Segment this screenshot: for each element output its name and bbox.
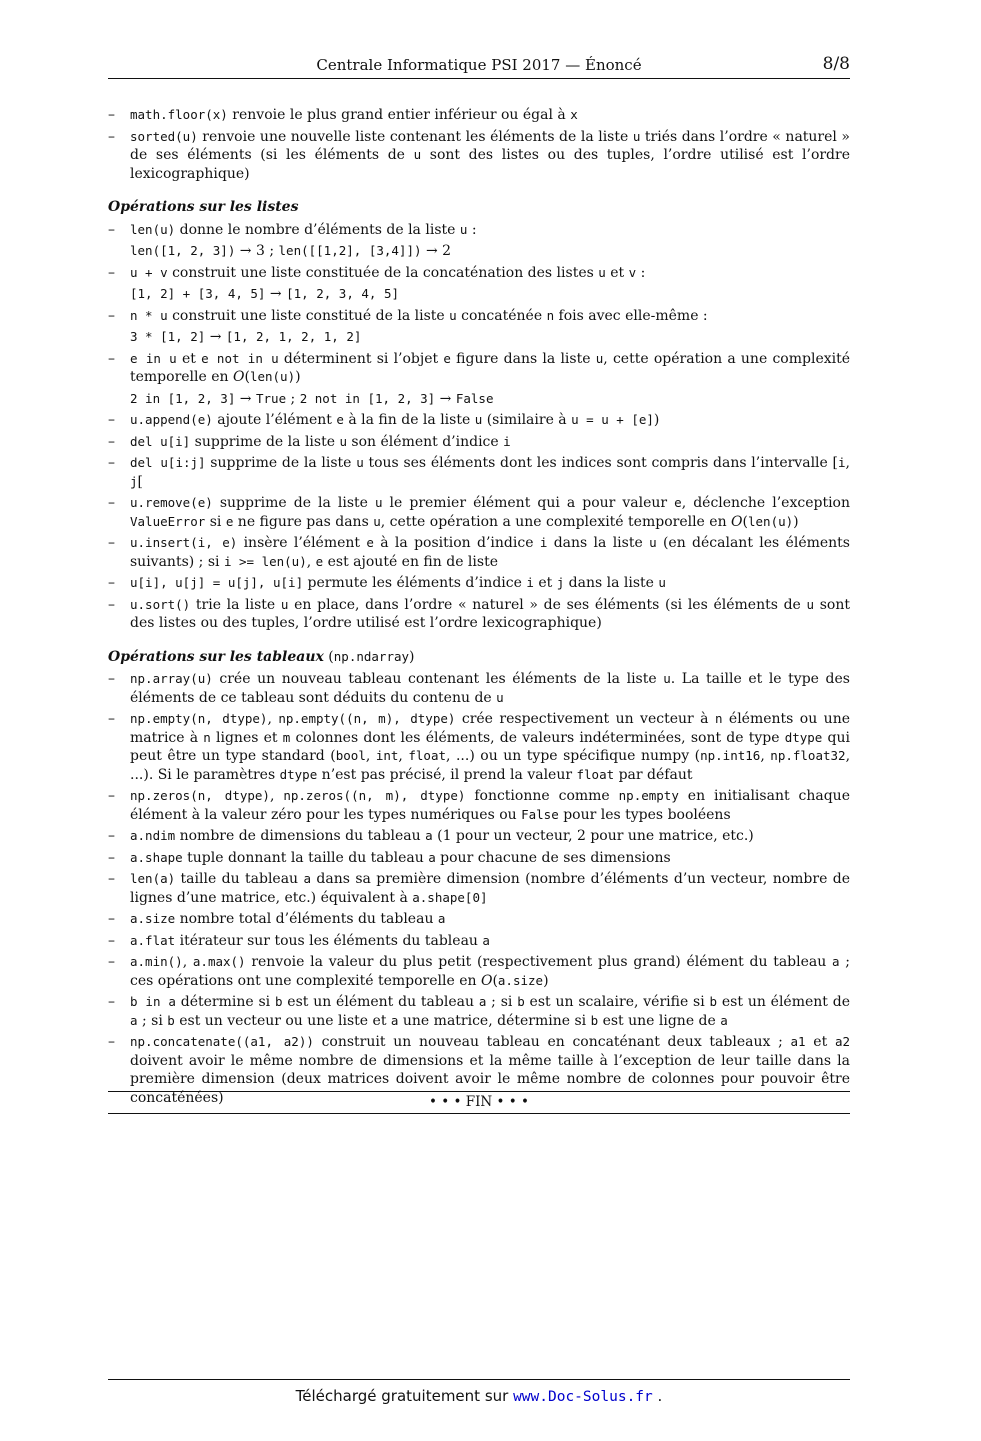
item-text: renvoie le plus grand entier inférieur ou égal à [227, 107, 571, 123]
list-item: – a.size nombre total d’éléments du tableau a [108, 910, 850, 929]
section-heading-text: Opérations sur les listes [108, 199, 299, 215]
section-heading [108, 648, 850, 667]
list-item [108, 106, 850, 125]
list-item: – u[i], u[j] = u[j], u[i] permute les éléments d’indice i et j dans la liste u [108, 574, 850, 593]
list-item: – a.ndim nombre de dimensions du tableau a (1 pour un vecteur, 2 pour une matrice, etc.) [108, 827, 850, 846]
list-item: – e in u et e not in u déterminent si l’objet e figure dans la liste u, cette opération a une complexité temporelle en O(len(u)) [108, 350, 850, 387]
list-item: – u.remove(e) supprime de la liste u le premier élément qui a pour valeur e, déclenche l’exception ValueError si e ne figure pas dans u, cette opération a une complexité temporelle en O(len(u)) [108, 494, 850, 531]
list-item: – a.flat itérateur sur tous les éléments du tableau a [108, 932, 850, 951]
list-item: – np.empty(n, dtype), np.empty((n, m), dtype) crée respectivement un vecteur à n éléments ou une matrice à n lignes et m colonnes dont les éléments, de valeurs indéterminées, sont de type dtype qui peut être un type standard (bool, int, float, ...) ou un type spécifique numpy (np.int16, np.float32, ...). Si le paramètres dtype n’est pas précisé, il prend la valeur float par défaut [108, 710, 850, 784]
section-heading-extra: (np.ndarray) [323, 648, 415, 665]
list-item: – len(a) taille du tableau a dans sa première dimension (nombre d’éléments d’un vecteur, nombre de lignes d’une matrice, etc.) équivalent à a.shape[0] [108, 870, 850, 907]
list-item-example: 3 * [1, 2] → [1, 2, 1, 2, 1, 2] [130, 329, 362, 345]
end-marker: • • • FIN • • • [108, 1091, 850, 1114]
code-inline: math.floor(x) [130, 107, 228, 122]
list-item: – del u[i:j] supprime de la liste u tous ses éléments dont les indices sont compris dans l’intervalle [i, j[ [108, 454, 850, 491]
code-inline: x [570, 107, 578, 122]
list-item: – a.min(), a.max() renvoie la valeur du plus petit (respectivement plus grand) élément du tableau a ; ces opérations ont une complexité temporelle en O(a.size) [108, 953, 850, 990]
list-item: – len(u) donne le nombre d’éléments de la liste u : [108, 221, 850, 240]
footer-suffix: . [652, 1387, 663, 1405]
list-item: – np.concatenate((a1, a2)) construit un nouveau tableau en concaténant deux tableaux ; a1 et a2 doivent avoir le même nombre de dimensions et la même taille à l’exception de leur taille dans la première dimension (deux matrices doivent avoir le même nombre de colonnes pour pouvoir être concaténées) [108, 1033, 850, 1107]
page-number: 8/8 [822, 54, 850, 74]
list-item-example: 2 in [1, 2, 3] → True ; 2 not in [1, 2, 3] → False [130, 390, 494, 407]
footer-link[interactable]: www.Doc-Solus.fr [513, 1389, 653, 1405]
list-item-example: [1, 2] + [3, 4, 5] → [1, 2, 3, 4, 5] [130, 286, 399, 302]
list-item: – u.sort() trie la liste u en place, dans l’ordre « naturel » de ses éléments (si les éléments de u sont des listes ou des tuples, l’ordre utilisé est l’ordre lexicographique) [108, 596, 850, 633]
list-item: – del u[i] supprime de la liste u son élément d’indice i [108, 433, 850, 452]
code-inline: np.ndarray [333, 648, 410, 664]
list-item: – sorted(u) renvoie une nouvelle liste contenant les éléments de la liste u triés dans l’ordre « naturel » de ses éléments (si les éléments de u sont des listes ou des tuples, l’ordre utilisé est l’ordre lexicographique) [108, 128, 850, 184]
list-item: – n * u construit une liste constitué de la liste u concaténée n fois avec elle-même : [108, 307, 850, 326]
list-item: – np.zeros(n, dtype), np.zeros((n, m), dtype) fonctionne comme np.empty en initialisant chaque élément à la valeur zéro pour les types numériques ou False pour les types booléens [108, 787, 850, 824]
list-item: – u + v construit une liste constituée de la concaténation des listes u et v : [108, 264, 850, 283]
page-footer [108, 1379, 850, 1405]
section-heading-text: Opérations sur les tableaux [108, 648, 324, 665]
page-title: Centrale Informatique PSI 2017 — Énoncé [316, 56, 642, 74]
page-header [108, 54, 850, 79]
list-item: – u.append(e) ajoute l’élément e à la fin de la liste u (similaire à u = u + [e]) [108, 411, 850, 430]
list-item: – a.shape tuple donnant la taille du tableau a pour chacune de ses dimensions [108, 849, 850, 868]
list-item-example: len([1, 2, 3]) → 3 ; len([[1,2], [3,4]]) → 2 [130, 243, 452, 259]
list-item: – b in a détermine si b est un élément du tableau a ; si b est un scalaire, vérifie si b est un élément de a ; si b est un vecteur ou une liste et a une matrice, détermine si b est une ligne de a [108, 993, 850, 1030]
list-item: – u.insert(i, e) insère l’élément e à la position d’indice i dans la liste u (en décalant les éléments suivants) ; si i >= len(u), e est ajouté en fin de liste [108, 534, 850, 571]
document-body [108, 106, 850, 1110]
section-heading [108, 198, 850, 217]
sections-container [108, 198, 850, 1107]
footer-text: Téléchargé gratuitement sur [295, 1387, 514, 1405]
list-item: – np.array(u) crée un nouveau tableau contenant les éléments de la liste u. La taille et le type des éléments de ce tableau sont déduits du contenu de u [108, 670, 850, 707]
